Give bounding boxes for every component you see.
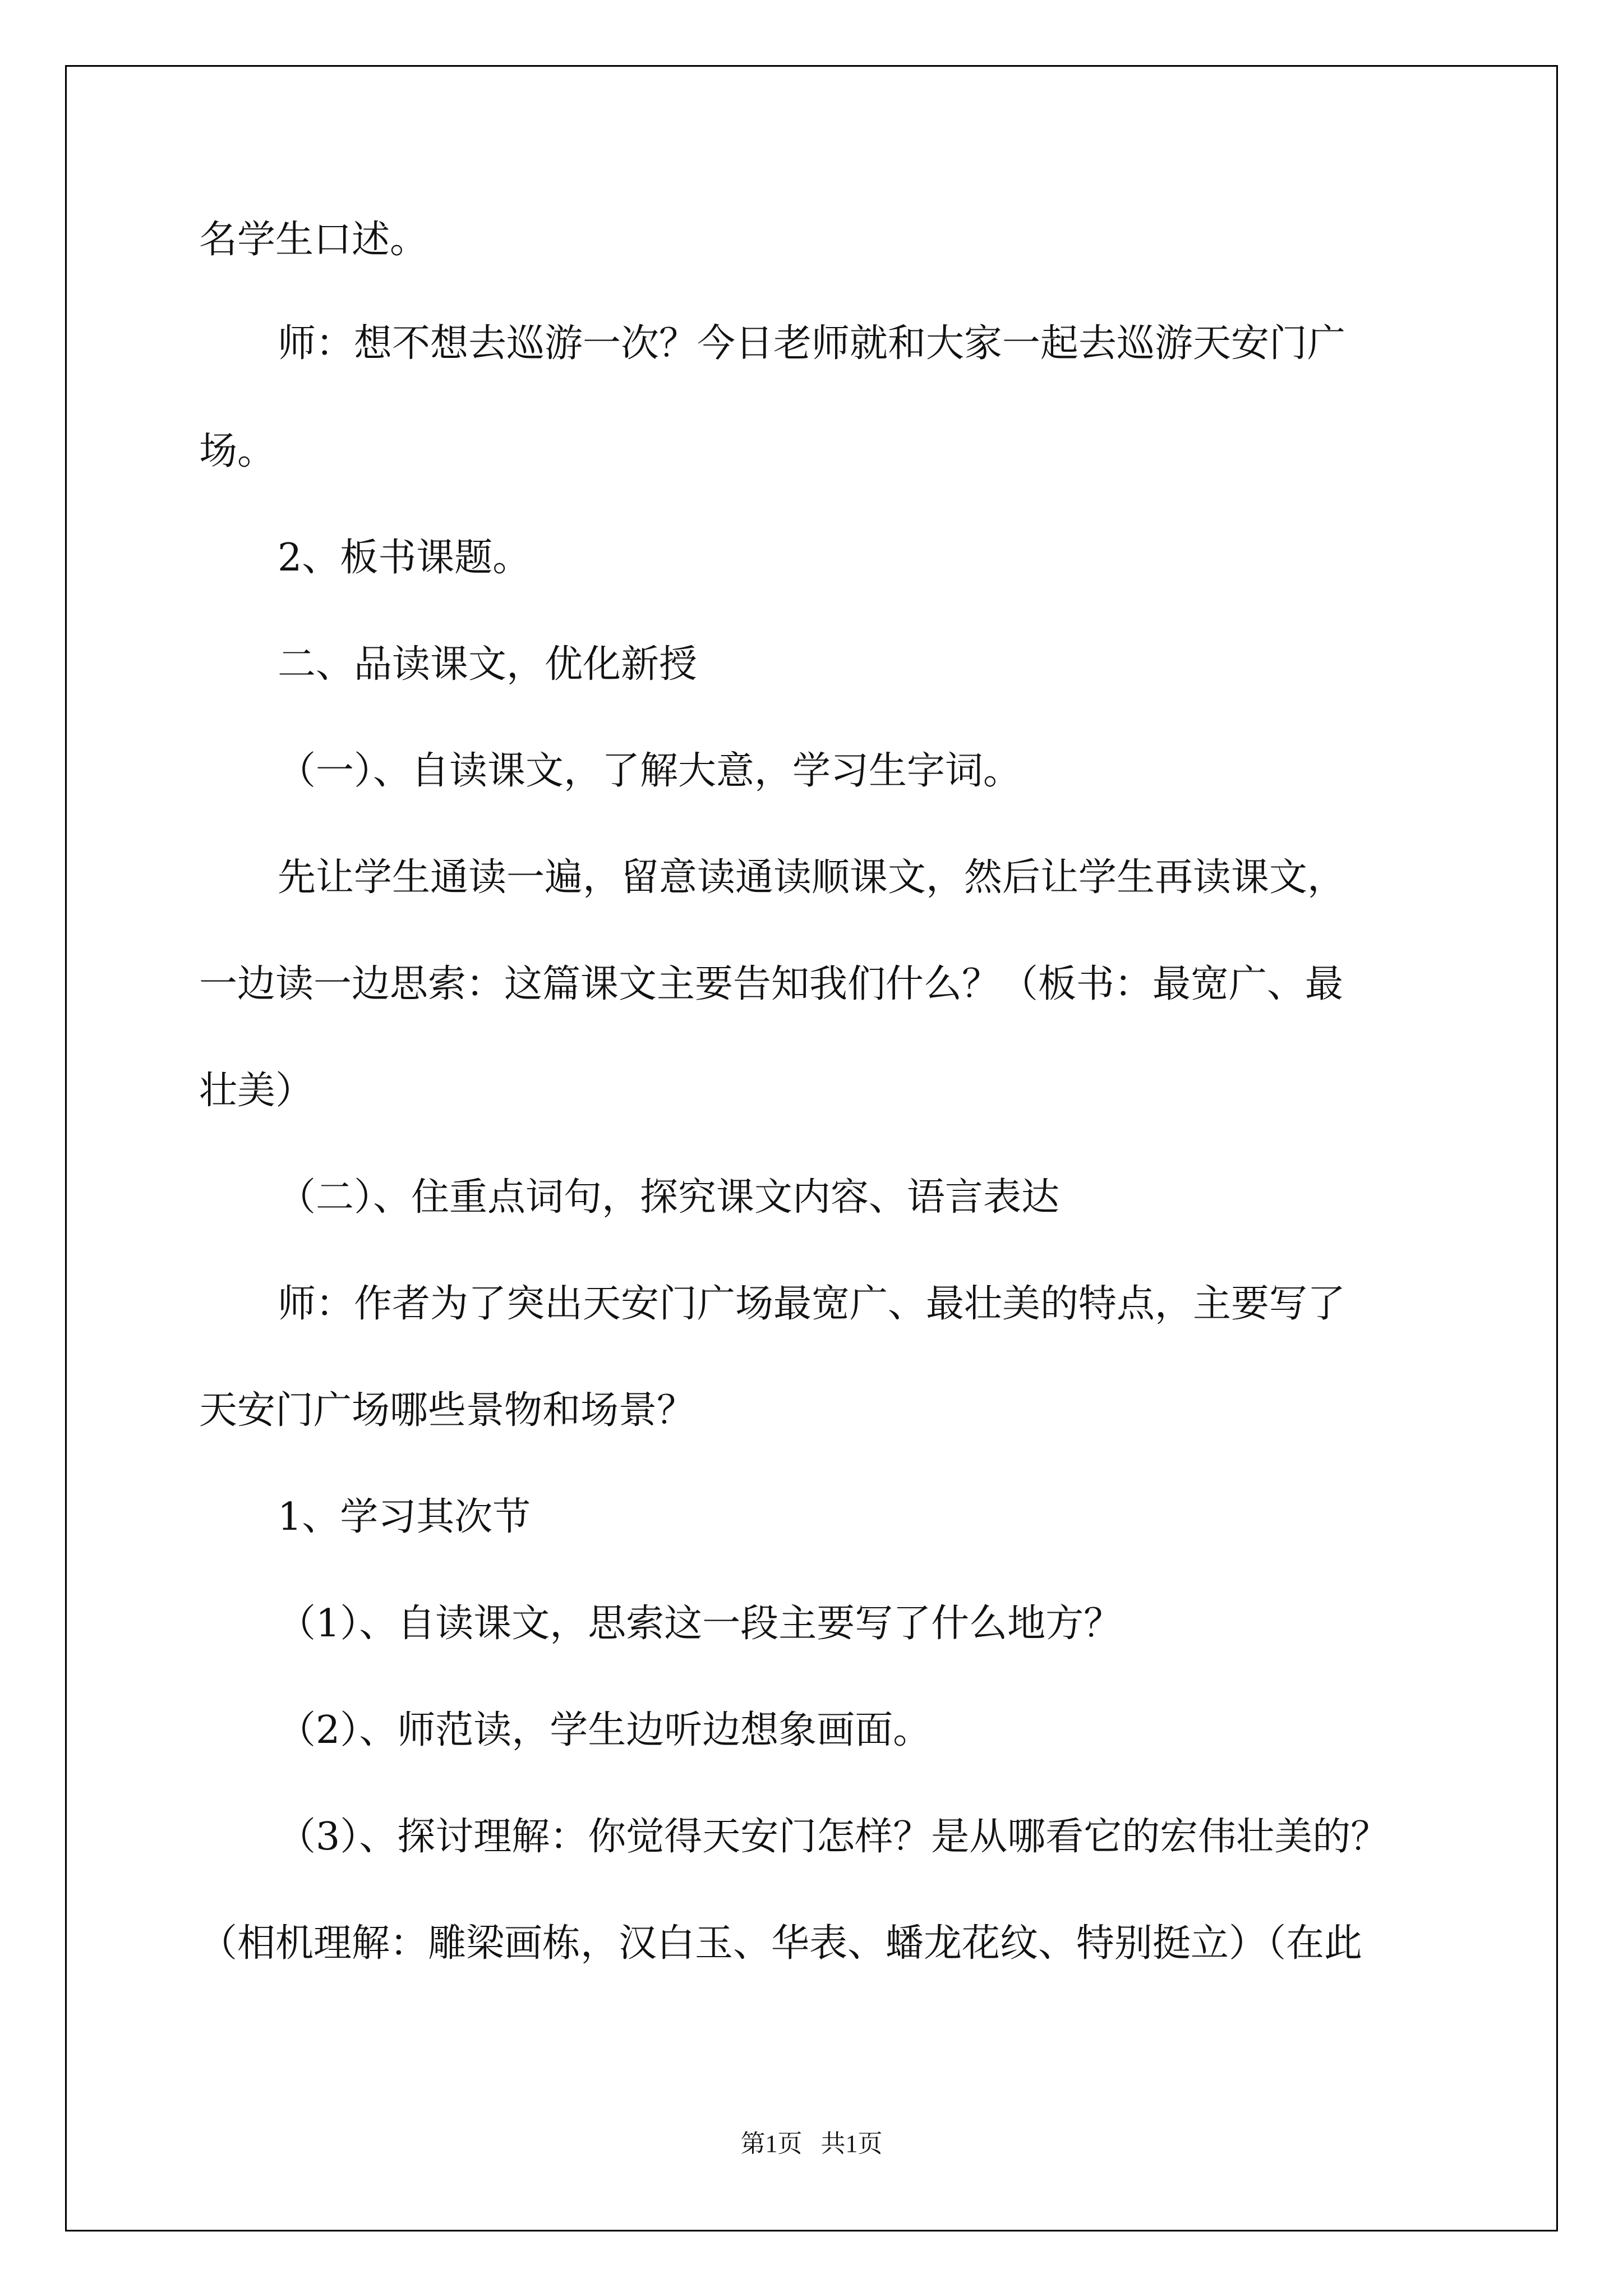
text-line: （一）、自读课文，了解大意，学习生字词。 [278,749,1022,793]
text-line: 一边读一边思索：这篇课文主要告知我们什么？（板书：最宽广、最 [199,962,1344,1006]
text-line: （2）、师范读，学生边听边想象画面。 [278,1708,932,1752]
text-line: 师：想不想去巡游一次？今日老师就和大家一起去巡游天安门广 [278,321,1346,366]
text-line: 场。 [199,429,276,473]
text-line: 壮美） [199,1069,314,1113]
text-line: 1、学习其次节 [278,1495,531,1539]
text-line: （二）、住重点词句，探究课文内容、语言表达 [278,1175,1060,1220]
text-line: （3）、探讨理解：你觉得天安门怎样？是从哪看它的宏伟壮美的？ [278,1815,1389,1859]
text-line: （相机理解：雕梁画栋，汉白玉、华表、蟠龙花纹、特别挺立）（在此 [199,1921,1363,1966]
text-line: 先让学生通读一遍，留意读通读顺课文，然后让学生再读课文， [278,855,1346,900]
text-line: 2、板书课题。 [278,536,531,580]
text-line: 师：作者为了突出天安门广场最宽广、最壮美的特点，主要写了 [278,1282,1346,1326]
page-footer: 第1页 共1页 [740,2130,883,2157]
text-line: 名学生口述。 [199,218,428,262]
page-border [65,65,1558,2231]
text-line: （1）、自读课文，思索这一段主要写了什么地方？ [278,1602,1122,1646]
text-line: 天安门广场哪些景物和场景？ [199,1388,695,1433]
text-line: 二、品读课文，优化新授 [278,642,698,687]
